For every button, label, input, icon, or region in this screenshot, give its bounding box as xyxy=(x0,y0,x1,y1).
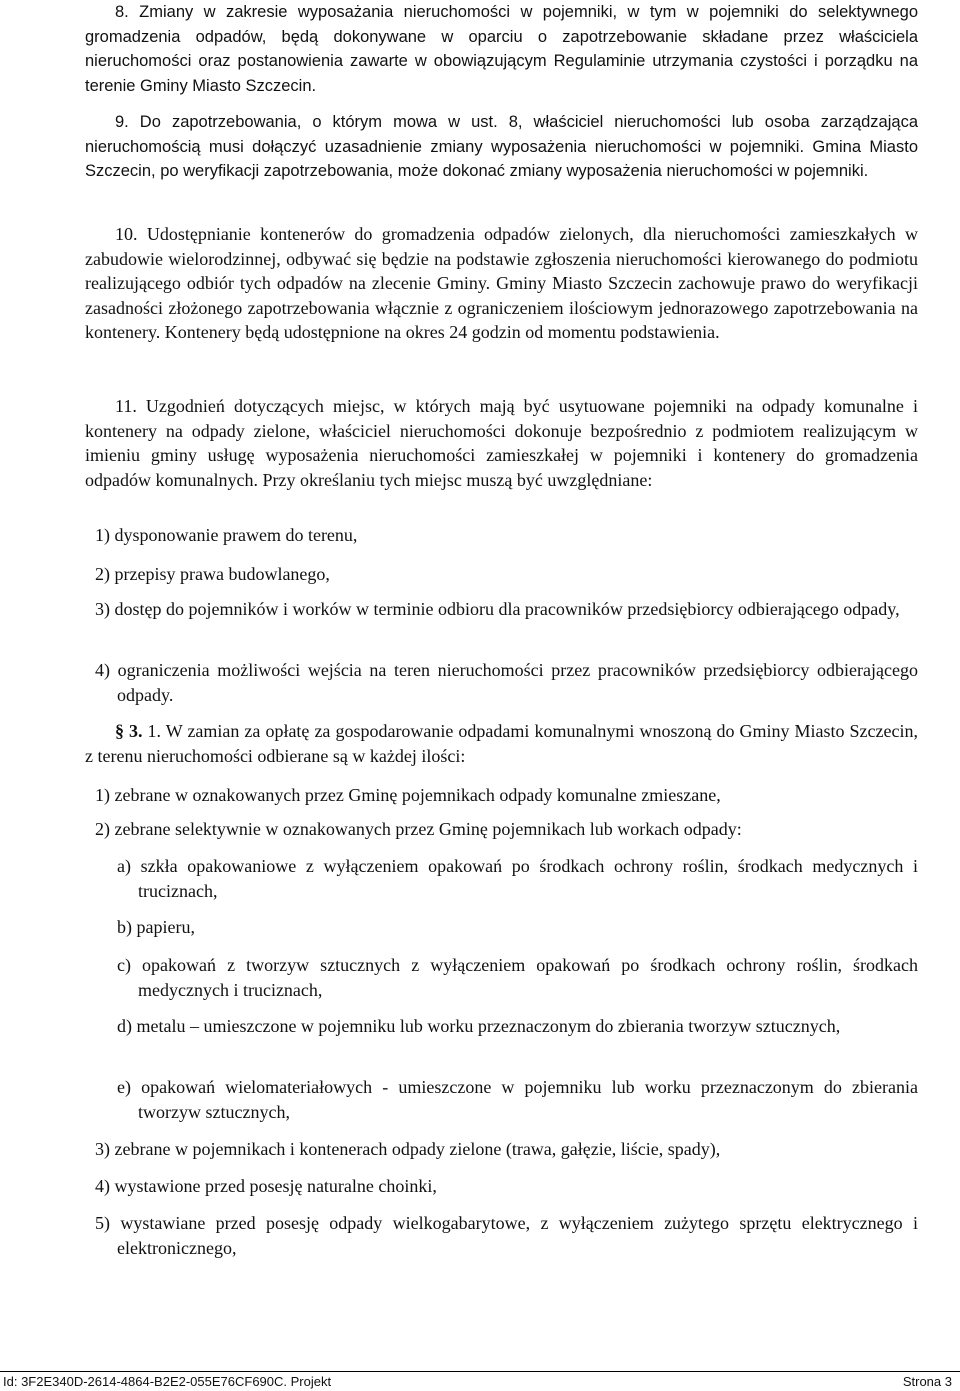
list-item: 4) wystawione przed posesję naturalne choinki, xyxy=(95,1176,437,1196)
section-3-intro xyxy=(85,719,918,768)
document-id: Id: 3F2E340D-2614-4864-B2E2-055E76CF690C. Projekt xyxy=(3,1374,332,1389)
list-item: 1) dysponowanie prawem do terenu, xyxy=(95,525,358,545)
list-item: 4) ograniczenia możliwości wejścia na teren nieruchomości przez pracowników przedsiębiorcy odbierającego odpady. xyxy=(95,660,918,705)
paragraph-9: 9. Do zapotrzebowania, o którym mowa w ust. 8, właściciel nieruchomości lub osoba zarządzająca nieruchomością musi dołączyć uzasadnienie zmiany wyposażenia nieruchomości w pojemniki. Gmina Miasto Szczecin, po weryfikacji zapotrzebowania, może dokonać zmiany wyposażenia nieruchomości w pojemniki. xyxy=(85,113,918,180)
list-item: 3) dostęp do pojemników i worków w terminie odbioru dla pracowników przedsiębiorcy odbierającego odpady, xyxy=(95,599,900,619)
sub-list-item: b) papieru, xyxy=(117,917,195,937)
section-3-intro-text: 1. W zamian za opłatę za gospodarowanie odpadami komunalnymi wnoszoną do Gminy Miasto Szczecin, z terenu nieruchomości odbierane są w każdej ilości: xyxy=(85,721,918,766)
sub-list-item: e) opakowań wielomateriałowych - umieszczone w pojemniku lub worku przeznaczonym do zbierania tworzyw sztucznych, xyxy=(117,1077,918,1122)
paragraph-8: 8. Zmiany w zakresie wyposażania nieruchomości w pojemniki, w tym w pojemniki do selektywnego gromadzenia odpadów, będą dokonywane w oparciu o zapotrzebowanie składane przez właściciela nieruchomości oraz postanowienia zawarte w obowiązującym Regulaminie utrzymania czystości i porządku na terenie Gminy Miasto Szczecin. xyxy=(85,3,918,95)
list-item: 2) zebrane selektywnie w oznakowanych przez Gminę pojemnikach lub workach odpady: xyxy=(95,819,742,839)
list-item: 5) wystawiane przed posesję odpady wielkogabarytowe, z wyłączeniem zużytego sprzętu elektrycznego i elektronicznego, xyxy=(95,1213,918,1258)
page-footer xyxy=(0,1371,960,1391)
list-item: 2) przepisy prawa budowlanego, xyxy=(95,564,330,584)
section-3-label: § 3. xyxy=(115,721,143,741)
page-number: Strona 3 xyxy=(902,1374,952,1389)
sub-list-item: a) szkła opakowaniowe z wyłączeniem opakowań po środkach ochrony roślin, środkach medycznych i truciznach, xyxy=(117,856,918,901)
paragraph-11: 11. Uzgodnień dotyczących miejsc, w których mają być usytuowane pojemniki na odpady komunalne i kontenery na odpady zielone, właściciel nieruchomości dokonuje bezpośrednio z podmiotem realizującym w imieniu gminy usługę wyposażenia nieruchomości zamieszkałej w pojemniki i kontenery do gromadzenia odpadów komunalnych. Przy określaniu tych miejsc muszą być uwzględniane: xyxy=(85,396,918,490)
list-item: 3) zebrane w pojemnikach i kontenerach odpady zielone (trawa, gałęzie, liście, spady), xyxy=(95,1139,721,1159)
sub-list-item: d) metalu – umieszczone w pojemniku lub worku przeznaczonym do zbierania tworzyw sztucznych, xyxy=(117,1016,841,1036)
paragraph-10: 10. Udostępnianie kontenerów do gromadzenia odpadów zielonych, dla nieruchomości zamieszkałych w zabudowie wielorodzinnej, odbywać się będzie na podstawie zgłoszenia nieruchomości kierowanego do podmiotu realizującego odbiór tych odpadów na zlecenie Gminy. Gminy Miasto Szczecin zachowuje prawo do weryfikacji zasadności złożonego zapotrzebowania włącznie z ograniczeniem ilościowym jednorazowego zapotrzebowania na kontenery. Kontenery będą udostępnione na okres 24 godzin od momentu podstawienia. xyxy=(85,224,918,342)
sub-list-item: c) opakowań z tworzyw sztucznych z wyłączeniem opakowań po środkach ochrony roślin, środkach medycznych i truciznach, xyxy=(117,955,918,1000)
list-item: 1) zebrane w oznakowanych przez Gminę pojemnikach odpady komunalne zmieszane, xyxy=(95,785,721,805)
